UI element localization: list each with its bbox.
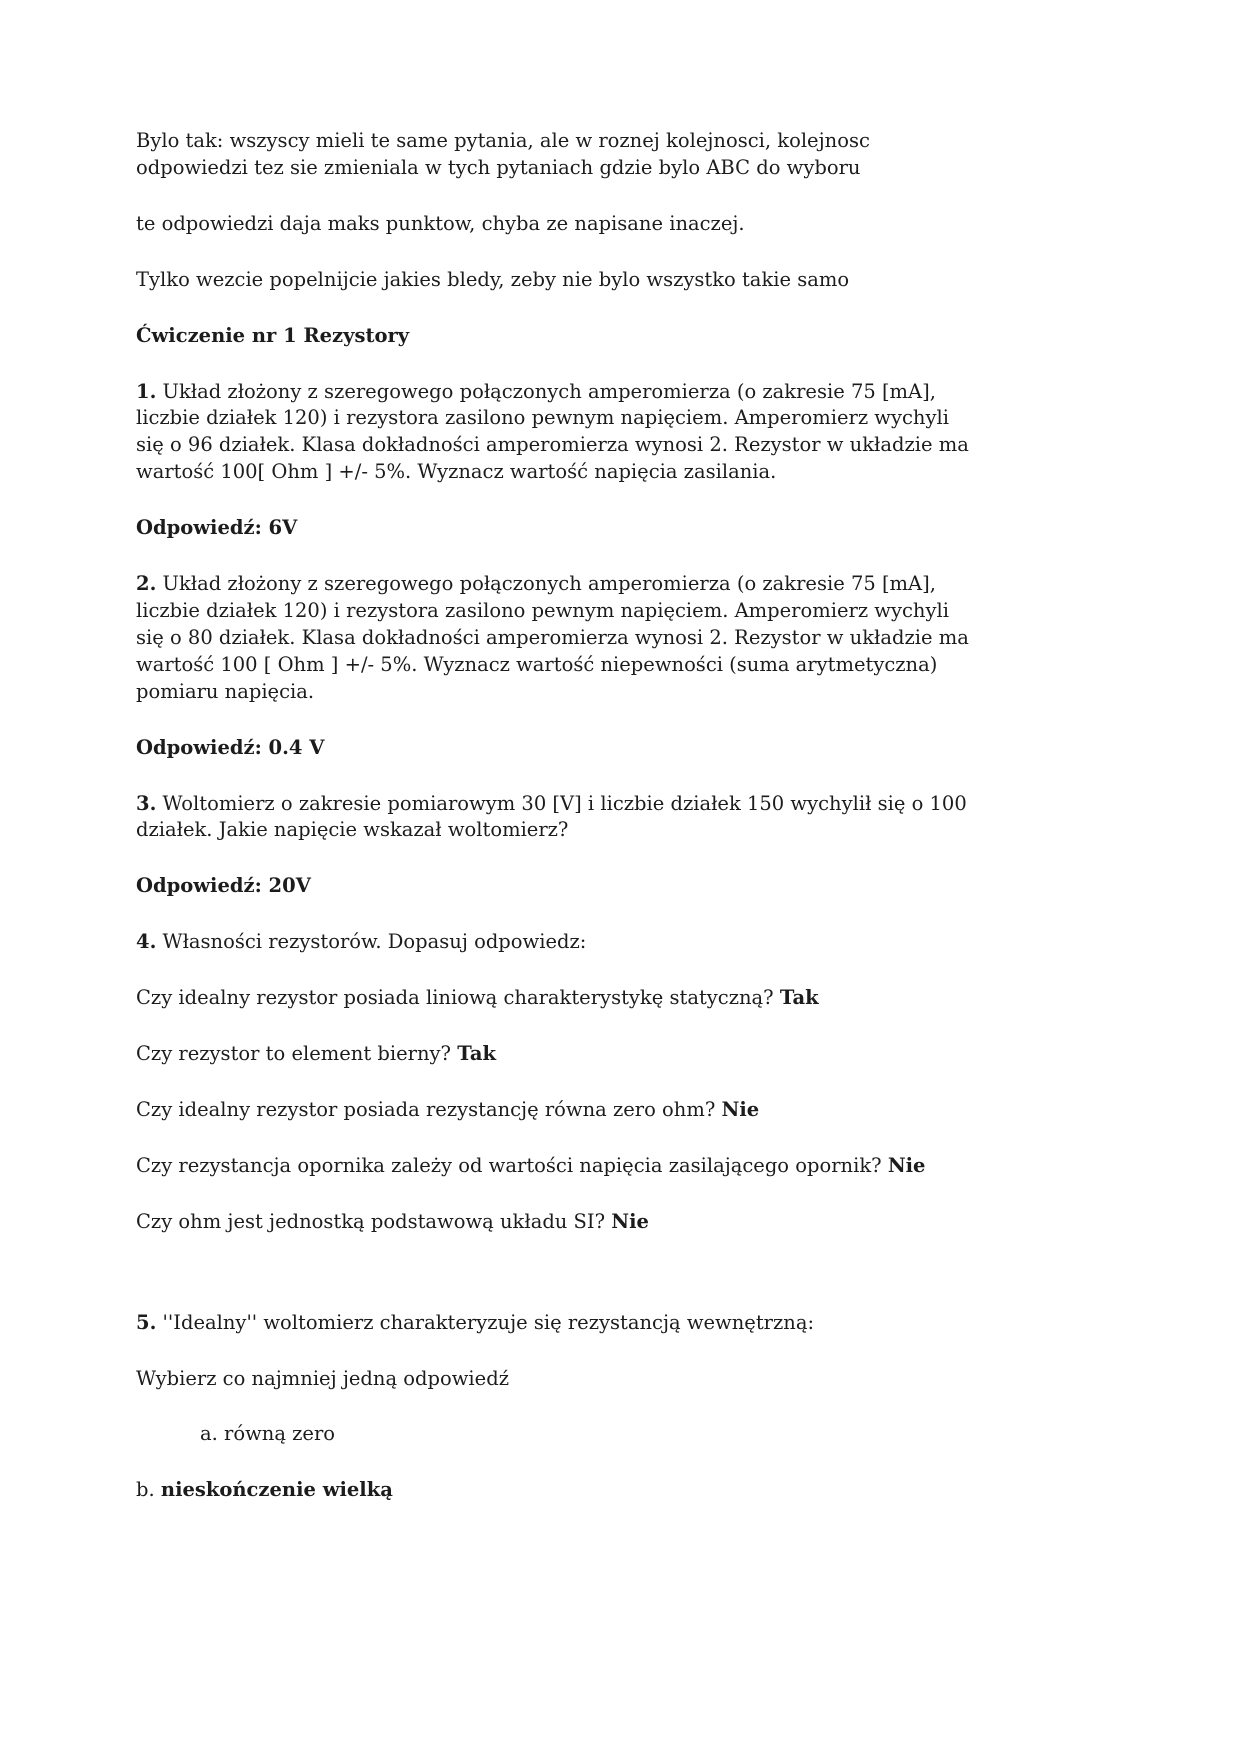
question-4-item-1-answer: Tak <box>779 986 819 1010</box>
question-4-item-3 <box>136 1097 974 1124</box>
question-1-body: Układ złożony z szeregowego połączonych amperomierza (o zakresie 75 [mA], liczbie działek 120) i rezystora zasilono pewnym napięciem. Amperomierz wychyli się o 96 działek. Klasa dokładności amperomierza wynosi 2. Rezystor w układzie ma wartość 100[ Ohm ] +/- 5%. Wyznacz wartość napięcia zasilania. <box>136 379 969 484</box>
question-4-item-5 <box>136 1209 974 1236</box>
question-2-number: 2. <box>136 572 157 596</box>
question-4-body: Własności rezystorów. Dopasuj odpowiedz: <box>156 930 587 954</box>
question-2-body: Układ złożony z szeregowego połączonych amperomierza (o zakresie 75 [mA], liczbie działek 120) i rezystora zasilono pewnym napięciem. Amperomierz wychyli się o 80 działek. Klasa dokładności amperomierza wynosi 2. Rezystor w układzie ma wartość 100 [ Ohm ] +/- 5%. Wyznacz wartość niepewności (suma arytmetyczna) pomiaru napięcia. <box>136 572 969 703</box>
question-4 <box>136 929 974 956</box>
question-5-prompt: Wybierz co najmniej jedną odpowiedź <box>136 1366 509 1390</box>
question-4-item-1 <box>136 985 974 1012</box>
question-4-item-3-text: Czy idealny rezystor posiada rezystancję równa zero ohm? <box>136 1097 722 1121</box>
question-4-item-2 <box>136 1041 974 1068</box>
question-4-item-3-answer: Nie <box>721 1097 760 1121</box>
question-5-option-a: a. równą zero <box>200 1422 336 1446</box>
answer-1: Odpowiedź: 6V <box>136 516 298 540</box>
question-5 <box>136 1310 974 1337</box>
answer-2: Odpowiedź: 0.4 V <box>136 735 325 759</box>
answer-3: Odpowiedź: 20V <box>136 874 311 898</box>
question-4-item-4-text: Czy rezystancja opornika zależy od wartości napięcia zasilającego opornik? <box>136 1153 888 1177</box>
question-5-option-b-prefix: b. <box>136 1478 161 1502</box>
intro-paragraph-1: Bylo tak: wszyscy mieli te same pytania, ale w roznej kolejnosci, kolejnosc odpowiedzi tez sie zmieniala w tych pytaniach gdzie bylo ABC do wyboru <box>136 129 870 179</box>
question-5-number: 5. <box>136 1310 157 1334</box>
question-4-item-5-text: Czy ohm jest jednostką podstawową układu SI? <box>136 1209 612 1233</box>
question-4-item-4 <box>136 1153 974 1180</box>
question-1 <box>136 379 974 487</box>
question-3-body: Woltomierz o zakresie pomiarowym 30 [V] i liczbie działek 150 wychylił się o 100 działek. Jakie napięcie wskazał woltomierz? <box>136 791 967 842</box>
question-1-number: 1. <box>136 379 157 403</box>
section-title: Ćwiczenie nr 1 Rezystory <box>136 323 410 347</box>
intro-paragraph-3: Tylko wezcie popelnijcie jakies bledy, zeby nie bylo wszystko takie samo <box>136 267 850 291</box>
question-2 <box>136 571 974 706</box>
question-4-item-2-answer: Tak <box>457 1042 496 1066</box>
question-4-number: 4. <box>136 930 157 954</box>
question-3 <box>136 791 974 845</box>
question-4-item-4-answer: Nie <box>887 1153 926 1177</box>
intro-paragraph-2: te odpowiedzi daja maks punktow, chyba ze napisane inaczej. <box>136 211 745 235</box>
question-4-item-2-text: Czy rezystor to element bierny? <box>136 1042 458 1066</box>
question-4-item-5-answer: Nie <box>611 1209 649 1233</box>
question-3-number: 3. <box>136 791 157 815</box>
question-5-option-b <box>136 1477 974 1504</box>
question-5-body: ''Idealny'' woltomierz charakteryzuje się rezystancją wewnętrzną: <box>156 1310 815 1334</box>
question-5-option-b-answer: nieskończenie wielką <box>160 1478 393 1502</box>
question-4-item-1-text: Czy idealny rezystor posiada liniową charakterystykę statyczną? <box>136 986 780 1010</box>
